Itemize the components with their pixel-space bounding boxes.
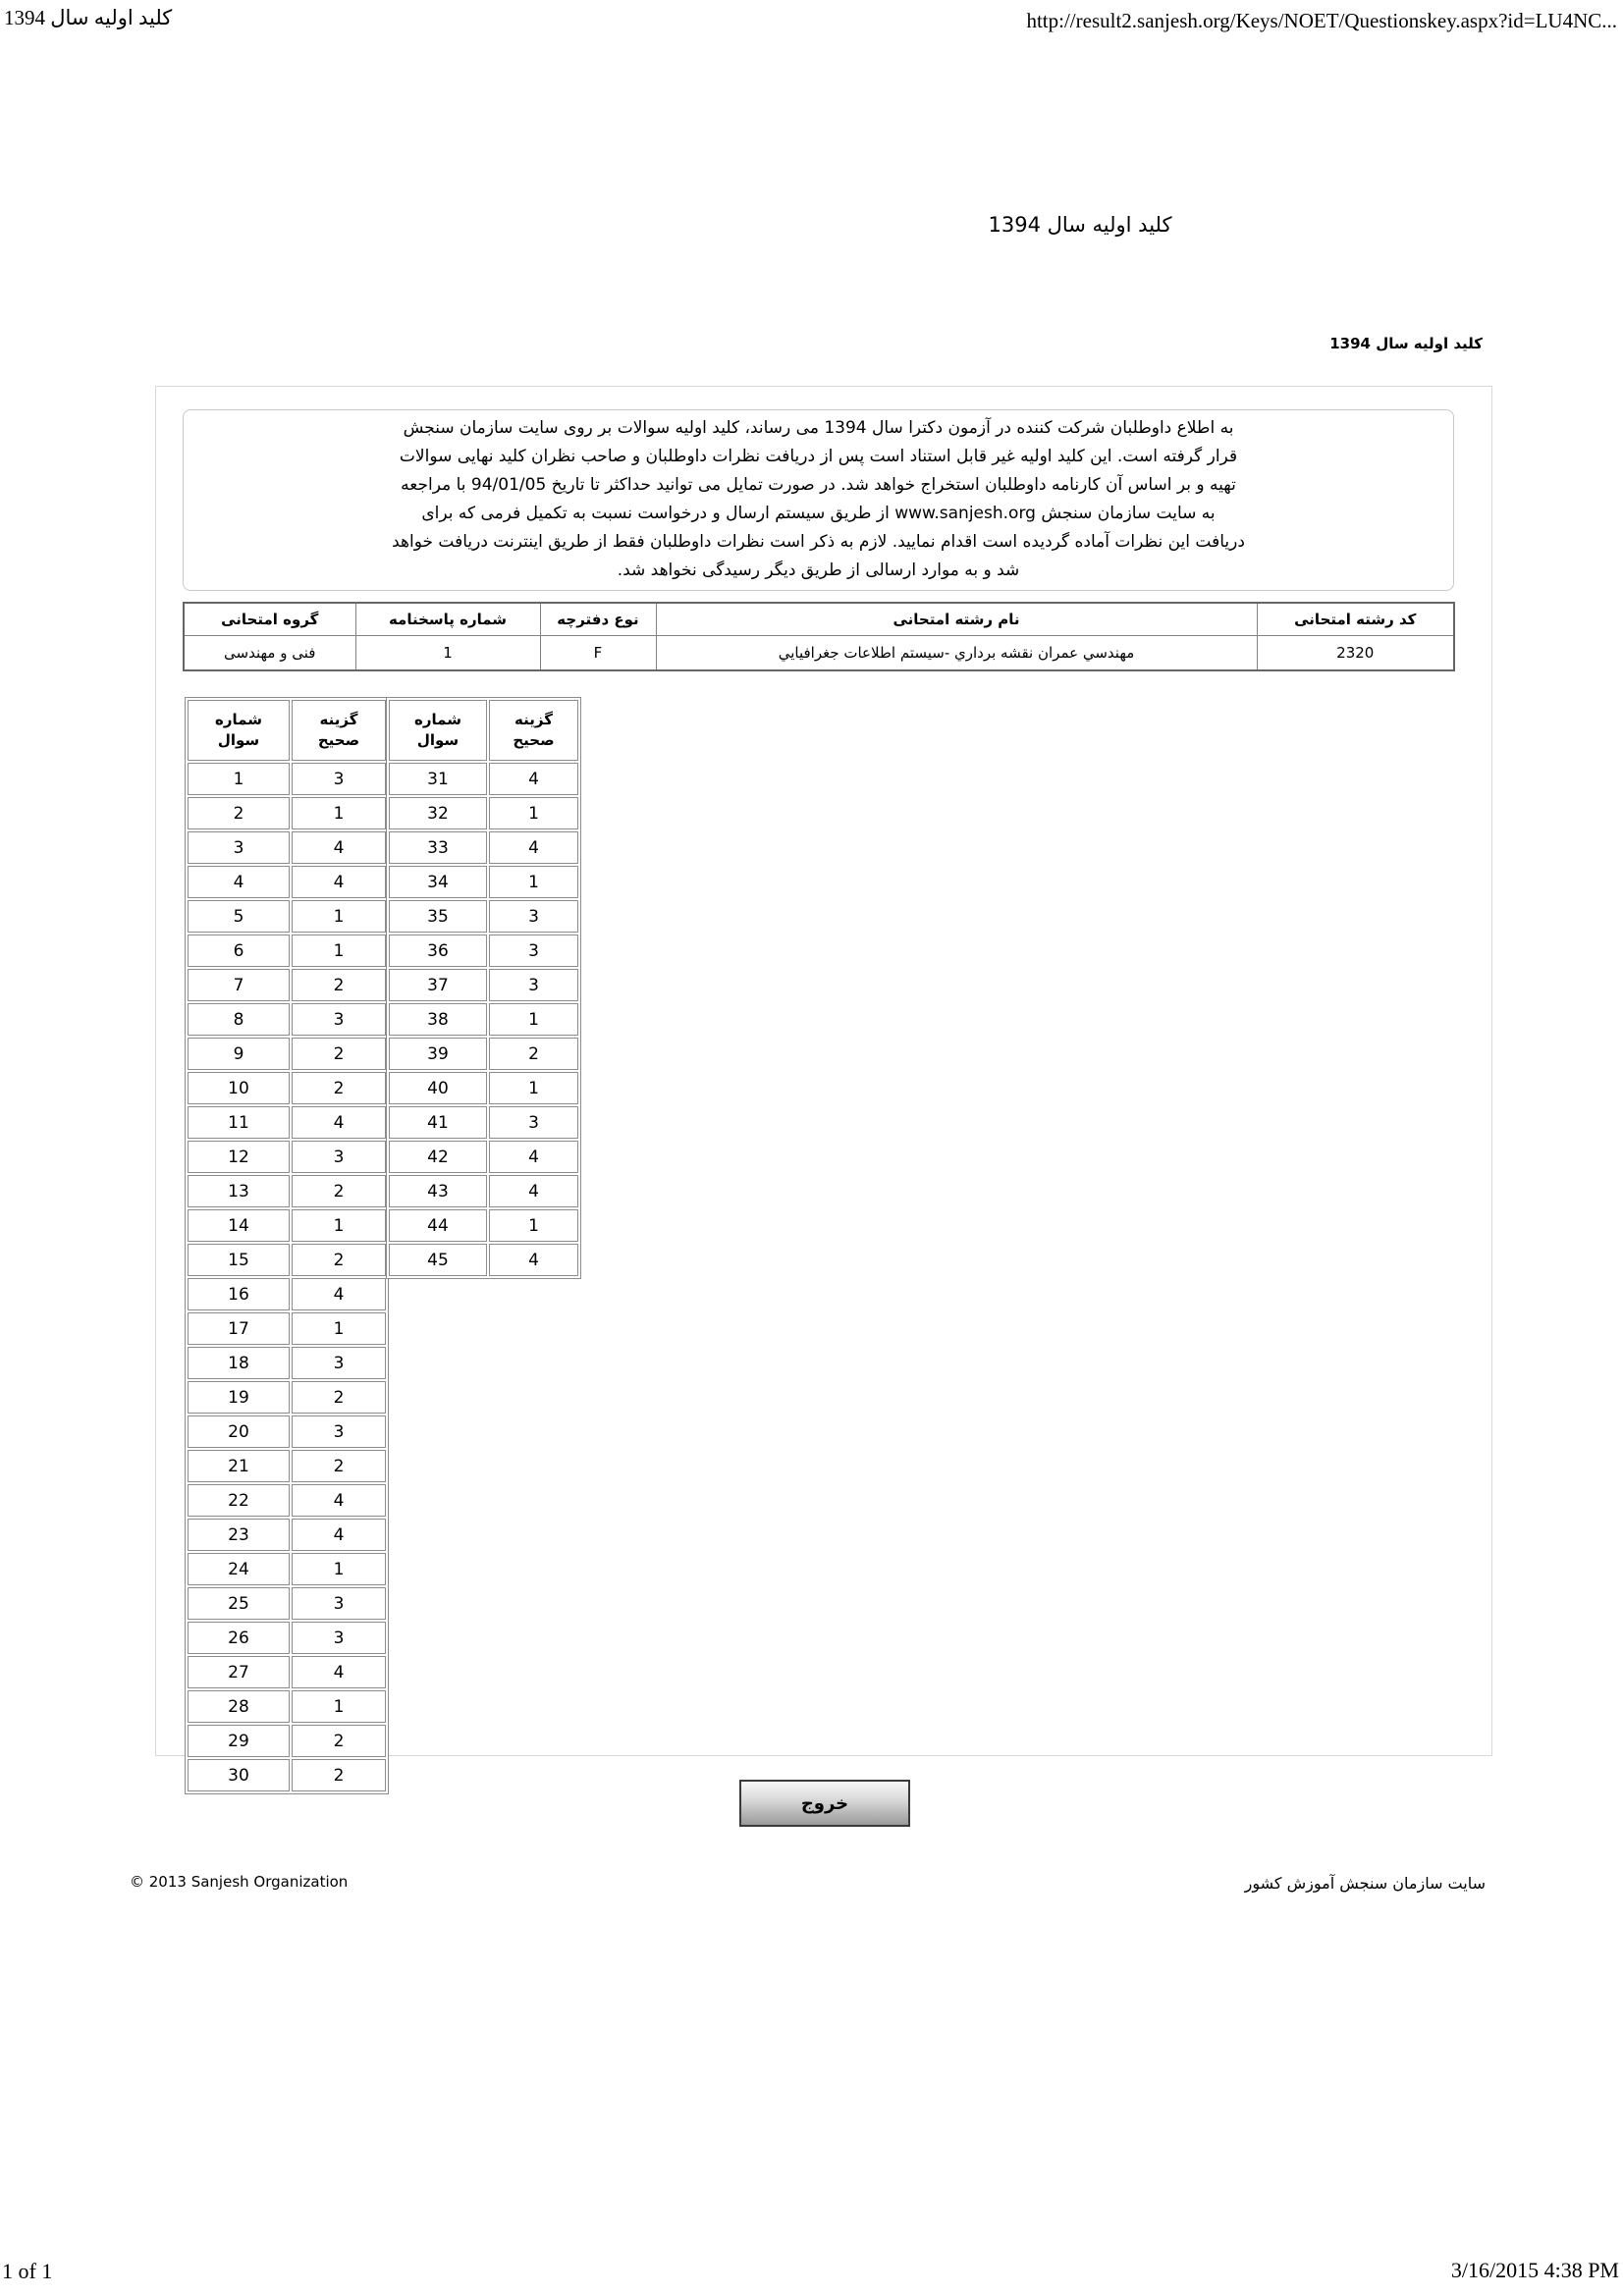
print-header-title: کلید اولیه سال 1394	[4, 6, 173, 29]
answer-row	[188, 1003, 386, 1036]
correct-option-cell: 2	[292, 969, 386, 1001]
notice-line: قرار گرفته است. این کلید اولیه غیر قابل استناد است پس از دریافت نظرات داوطلبان و صاحب نظران کلید نهایی سوالات	[399, 447, 1238, 466]
answer-row	[188, 1141, 386, 1173]
info-answersheet-number: 1	[355, 636, 540, 671]
answer-row	[389, 1038, 578, 1070]
correct-option-cell: 1	[489, 1003, 578, 1036]
exit-button[interactable]: خروج	[739, 1780, 910, 1827]
correct-option-cell: 2	[489, 1038, 578, 1070]
info-field-name: مهندسي عمران نقشه برداري -سيستم اطلاعات جغرافيايي	[656, 636, 1257, 671]
correct-option-cell: 3	[292, 1587, 386, 1620]
correct-option-cell: 3	[489, 969, 578, 1001]
info-header-booklet-type: نوع دفترچه	[540, 603, 656, 636]
question-number-cell: 41	[389, 1106, 487, 1139]
correct-option-cell: 4	[292, 1278, 386, 1310]
question-number-cell: 38	[389, 1003, 487, 1036]
correct-option-cell: 4	[489, 1175, 578, 1207]
correct-option-cell: 4	[489, 1244, 578, 1276]
correct-option-cell: 1	[292, 1553, 386, 1585]
correct-option-cell: 1	[292, 797, 386, 829]
correct-option-cell: 4	[292, 1656, 386, 1688]
question-number-cell: 40	[389, 1072, 487, 1104]
section-heading: کلید اولیه سال 1394	[1329, 335, 1483, 352]
question-number-cell: 10	[188, 1072, 290, 1104]
answer-row	[188, 934, 386, 967]
notice-line: به سایت سازمان سنجش www.sanjesh.org از طریق سیستم ارسال و درخواست نسبت به تکمیل فرمی که برای	[421, 504, 1216, 523]
correct-option-cell: 2	[292, 1759, 386, 1791]
question-number-cell: 45	[389, 1244, 487, 1276]
correct-option-cell: 3	[292, 1141, 386, 1173]
correct-option-cell: 3	[292, 1415, 386, 1448]
print-header-url: http://result2.sanjesh.org/Keys/NOET/Questionskey.aspx?id=LU4NC...	[1026, 9, 1617, 32]
answer-row	[389, 1106, 578, 1139]
correct-option-cell: 2	[292, 1175, 386, 1207]
correct-option-header	[292, 700, 386, 761]
question-number-cell: 27	[188, 1656, 290, 1688]
question-header-line1: شماره	[414, 711, 461, 728]
answer-row	[188, 1622, 386, 1654]
answer-row	[188, 1415, 386, 1448]
correct-option-cell: 1	[489, 1209, 578, 1242]
content-box	[155, 386, 1492, 1786]
correct-option-cell: 1	[489, 1072, 578, 1104]
notice-box	[183, 409, 1454, 591]
correct-option-cell: 1	[292, 1209, 386, 1242]
question-number-header	[188, 700, 290, 761]
answer-row	[188, 969, 386, 1001]
answer-table-2-body	[389, 763, 578, 1276]
answer-row	[389, 797, 578, 829]
correct-option-cell: 2	[292, 1381, 386, 1414]
answer-row	[188, 1450, 386, 1482]
correct-option-cell: 1	[292, 1690, 386, 1723]
question-number-cell: 43	[389, 1175, 487, 1207]
correct-option-cell: 4	[292, 831, 386, 864]
question-number-cell: 37	[389, 969, 487, 1001]
question-header-line2: سوال	[416, 731, 460, 749]
correct-option-cell: 4	[489, 763, 578, 795]
question-number-cell: 26	[188, 1622, 290, 1654]
answer-row	[188, 1656, 386, 1688]
correct-option-cell: 3	[292, 1003, 386, 1036]
page-number: 1 of 1	[2, 2259, 53, 2283]
answer-row	[188, 1072, 386, 1104]
correct-option-cell: 3	[292, 763, 386, 795]
answer-row	[389, 866, 578, 898]
answer-row	[389, 831, 578, 864]
footer-copyright: © 2013 Sanjesh Organization	[130, 1873, 349, 1891]
correct-option-cell: 2	[292, 1072, 386, 1104]
correct-option-cell: 3	[292, 1622, 386, 1654]
answer-row	[188, 866, 386, 898]
answer-header-line1: گزینه	[319, 711, 358, 728]
answer-row	[188, 1759, 386, 1791]
answer-table-1-body	[188, 763, 386, 1791]
question-number-cell: 14	[188, 1209, 290, 1242]
answer-header-line1: گزینه	[514, 711, 553, 728]
correct-option-cell: 3	[489, 1106, 578, 1139]
question-number-cell: 4	[188, 866, 290, 898]
info-header-row	[184, 603, 1454, 636]
question-number-cell: 1	[188, 763, 290, 795]
print-date: 3/16/2015 4:38 PM	[1450, 2258, 1619, 2282]
info-header-exam-group: گروه امتحانی	[184, 603, 355, 636]
answer-row	[389, 1209, 578, 1242]
notice-line: تهیه و بر اساس آن کارنامه داوطلبان استخراج خواهد شد. در صورت تمایل می توانید حداکثر تا تاریخ 94/01/05 با مراجعه	[401, 475, 1236, 495]
correct-option-cell: 2	[292, 1450, 386, 1482]
question-number-cell: 20	[188, 1415, 290, 1448]
answer-row	[188, 1347, 386, 1379]
question-number-cell: 34	[389, 866, 487, 898]
answer-row	[188, 1381, 386, 1414]
question-number-cell: 5	[188, 900, 290, 933]
correct-option-cell: 3	[292, 1347, 386, 1379]
answer-row	[389, 1244, 578, 1276]
answer-header-row	[188, 700, 386, 761]
correct-option-cell: 4	[489, 1141, 578, 1173]
question-number-cell: 2	[188, 797, 290, 829]
question-number-cell: 18	[188, 1347, 290, 1379]
info-data-row	[184, 636, 1454, 671]
question-number-cell: 19	[188, 1381, 290, 1414]
answer-key-table-2	[386, 697, 581, 1279]
correct-option-cell: 1	[292, 900, 386, 933]
correct-option-cell: 2	[292, 1244, 386, 1276]
question-number-cell: 9	[188, 1038, 290, 1070]
question-number-cell: 36	[389, 934, 487, 967]
correct-option-cell: 1	[489, 866, 578, 898]
answer-row	[188, 1587, 386, 1620]
question-number-cell: 12	[188, 1141, 290, 1173]
correct-option-cell: 4	[292, 1484, 386, 1517]
question-number-cell: 25	[188, 1587, 290, 1620]
correct-option-cell: 4	[292, 1519, 386, 1551]
answer-row	[188, 1278, 386, 1310]
correct-option-cell: 4	[292, 1106, 386, 1139]
answer-row	[188, 1209, 386, 1242]
answer-row	[188, 1725, 386, 1757]
answer-row	[389, 900, 578, 933]
question-number-cell: 23	[188, 1519, 290, 1551]
correct-option-cell: 4	[489, 831, 578, 864]
correct-option-cell: 1	[292, 1312, 386, 1345]
answer-row	[389, 934, 578, 967]
question-number-cell: 24	[188, 1553, 290, 1585]
question-number-cell: 21	[188, 1450, 290, 1482]
correct-option-cell: 1	[489, 797, 578, 829]
info-header-field-code: کد رشته امتحانی	[1257, 603, 1454, 636]
question-number-cell: 29	[188, 1725, 290, 1757]
question-number-cell: 35	[389, 900, 487, 933]
correct-option-cell: 2	[292, 1725, 386, 1757]
question-number-cell: 39	[389, 1038, 487, 1070]
question-number-cell: 22	[188, 1484, 290, 1517]
answer-row	[188, 1175, 386, 1207]
question-number-cell: 32	[389, 797, 487, 829]
info-booklet-type: F	[540, 636, 656, 671]
answer-row	[389, 1003, 578, 1036]
notice-line: به اطلاع داوطلبان شرکت کننده در آزمون دکترا سال 1394 می رساند، کلید اولیه سوالات بر روی سایت سازمان سنجش	[403, 418, 1234, 438]
question-number-cell: 28	[188, 1690, 290, 1723]
correct-option-cell: 1	[292, 934, 386, 967]
info-field-code: 2320	[1257, 636, 1454, 671]
info-header-field-name: نام رشته امتحانی	[656, 603, 1257, 636]
question-number-cell: 31	[389, 763, 487, 795]
question-number-cell: 42	[389, 1141, 487, 1173]
question-number-cell: 13	[188, 1175, 290, 1207]
question-number-cell: 16	[188, 1278, 290, 1310]
answer-row	[188, 1484, 386, 1517]
page-title: کلید اولیه سال 1394	[988, 213, 1172, 237]
answer-row	[389, 1141, 578, 1173]
correct-option-cell: 2	[292, 1038, 386, 1070]
question-number-cell: 17	[188, 1312, 290, 1345]
answer-header-row	[389, 700, 578, 761]
answer-key-table-1	[185, 697, 389, 1794]
info-exam-group: فنی و مهندسی	[184, 636, 355, 671]
answer-row	[188, 763, 386, 795]
question-header-line2: سوال	[217, 731, 260, 749]
answer-row	[188, 900, 386, 933]
exam-info-table	[183, 602, 1455, 671]
correct-option-cell: 3	[489, 934, 578, 967]
question-number-cell: 44	[389, 1209, 487, 1242]
answer-row	[188, 1519, 386, 1551]
question-header-line1: شماره	[215, 711, 262, 728]
question-number-cell: 6	[188, 934, 290, 967]
question-number-cell: 15	[188, 1244, 290, 1276]
question-number-cell: 11	[188, 1106, 290, 1139]
answer-row	[188, 797, 386, 829]
question-number-cell: 30	[188, 1759, 290, 1791]
answer-row	[188, 1106, 386, 1139]
correct-option-cell: 3	[489, 900, 578, 933]
notice-line: دریافت این نظرات آماده گردیده است اقدام نمایید. لازم به ذکر است نظرات داوطلبان فقط از طریق اینترنت دریافت خواهد	[392, 532, 1245, 552]
answer-row	[188, 1690, 386, 1723]
answer-row	[389, 1072, 578, 1104]
question-number-cell: 7	[188, 969, 290, 1001]
answer-row	[188, 1553, 386, 1585]
question-number-cell: 8	[188, 1003, 290, 1036]
answer-row	[389, 763, 578, 795]
notice-line: شد و به موارد ارسالی از طریق دیگر رسیدگی نخواهد شد.	[617, 561, 1020, 580]
answer-row	[188, 1244, 386, 1276]
question-number-cell: 33	[389, 831, 487, 864]
answer-row	[188, 1312, 386, 1345]
info-header-answersheet-number: شماره پاسخنامه	[355, 603, 540, 636]
answer-header-line2: صحیح	[513, 731, 555, 749]
answer-row	[188, 831, 386, 864]
correct-option-header	[489, 700, 578, 761]
footer-site-name: سایت سازمان سنجش آموزش کشور	[1244, 1874, 1486, 1893]
question-number-header	[389, 700, 487, 761]
answer-row	[389, 969, 578, 1001]
correct-option-cell: 4	[292, 866, 386, 898]
question-number-cell: 3	[188, 831, 290, 864]
answer-row	[188, 1038, 386, 1070]
answer-row	[389, 1175, 578, 1207]
answer-header-line2: صحیح	[317, 731, 360, 749]
